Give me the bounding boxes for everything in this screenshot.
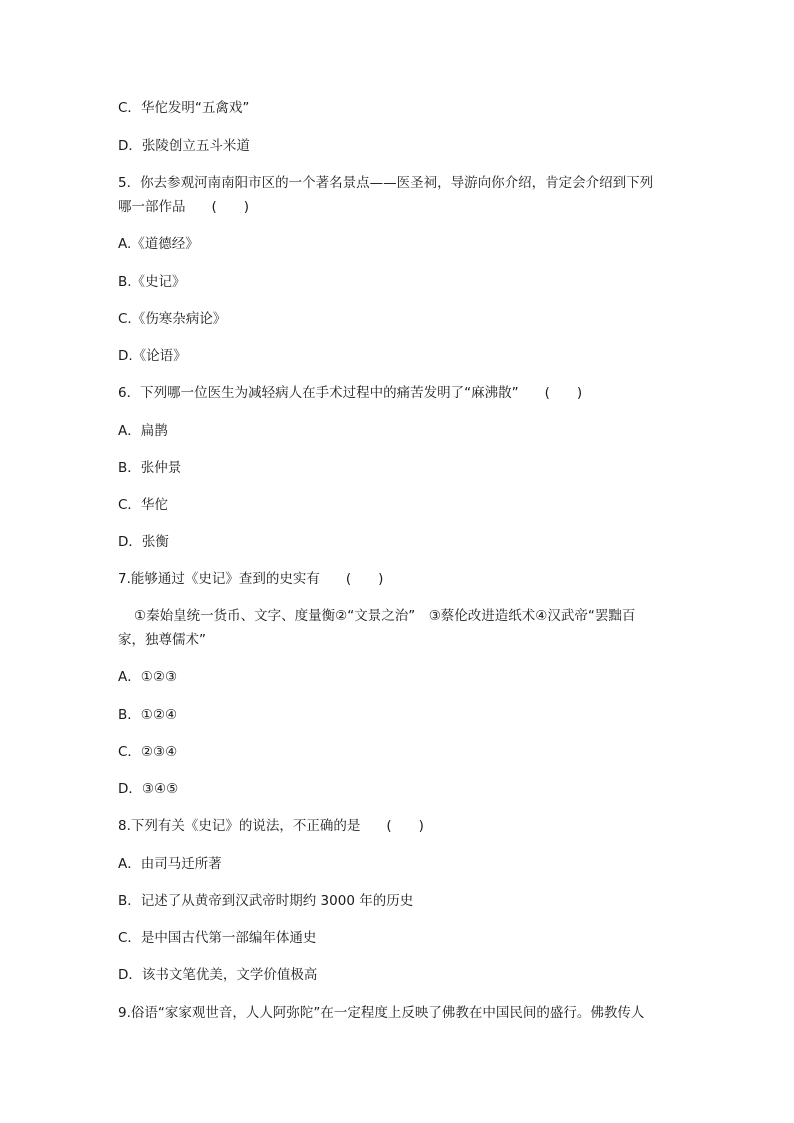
q8-option-d: D．该书文笔优美，文学价值极高 [118, 967, 318, 983]
q9-stem: 9.俗语“家家观世音，人人阿弥陀”在一定程度上反映了佛教在中国民间的盛行。佛教传人 [118, 1005, 645, 1021]
q7-option-d: D．③④⑤ [118, 781, 179, 797]
q5-option-d: D.《论语》 [118, 348, 187, 364]
q5-option-c: C.《伤寒杂病论》 [118, 311, 227, 327]
q6-stem: 6．下列哪一位医生为减轻病人在手术过程中的痛苦发明了“麻沸散” ( ) [118, 385, 583, 401]
answer-paren: ( ) [386, 818, 424, 834]
q5-stem: 5．你去参观河南南阳市区的一个著名景点——医圣祠，导游向你介绍，肯定会介绍到下列 [118, 175, 654, 191]
q6-option-b: B．张仲景 [118, 460, 182, 476]
answer-paren: ( ) [544, 385, 583, 401]
q7-stem: 7.能够通过《史记》查到的史实有 ( ) [118, 571, 384, 587]
q7-option-b: B．①②④ [118, 707, 178, 723]
q5-option-a: A.《道德经》 [118, 236, 199, 252]
q5-option-b: B.《史记》 [118, 274, 186, 290]
q6-option-a: A．扁鹊 [118, 423, 168, 439]
q8-option-a: A．由司马迁所著 [118, 856, 222, 872]
q8-stem: 8.下列有关《史记》的说法，不正确的是 ( ) [118, 818, 424, 834]
answer-paren: ( ) [211, 199, 250, 215]
q4-option-d: D．张陵创立五斗米道 [118, 138, 250, 154]
q8-option-c: C．是中国古代第一部编年体通史 [118, 930, 317, 946]
q6-option-d: D．张衡 [118, 534, 169, 550]
q6-option-c: C．华佗 [118, 497, 168, 513]
q7-option-c: C．②③④ [118, 744, 178, 760]
q5-stem-cont: 哪一部作品 ( ) [118, 199, 250, 215]
q7-statements-cont: 家，独尊儒术” [118, 632, 206, 648]
q7-option-a: A．①②③ [118, 669, 178, 685]
q8-option-b: B．记述了从黄帝到汉武帝时期约 3000 年的历史 [118, 893, 414, 909]
q7-statements: ①秦始皇统一货币、文字、度量衡②“文景之治” ③蔡伦改进造纸术④汉武帝“罢黜百 [134, 608, 636, 624]
q4-option-c: C．华佗发明“五禽戏” [118, 100, 250, 116]
answer-paren: ( ) [345, 571, 384, 587]
